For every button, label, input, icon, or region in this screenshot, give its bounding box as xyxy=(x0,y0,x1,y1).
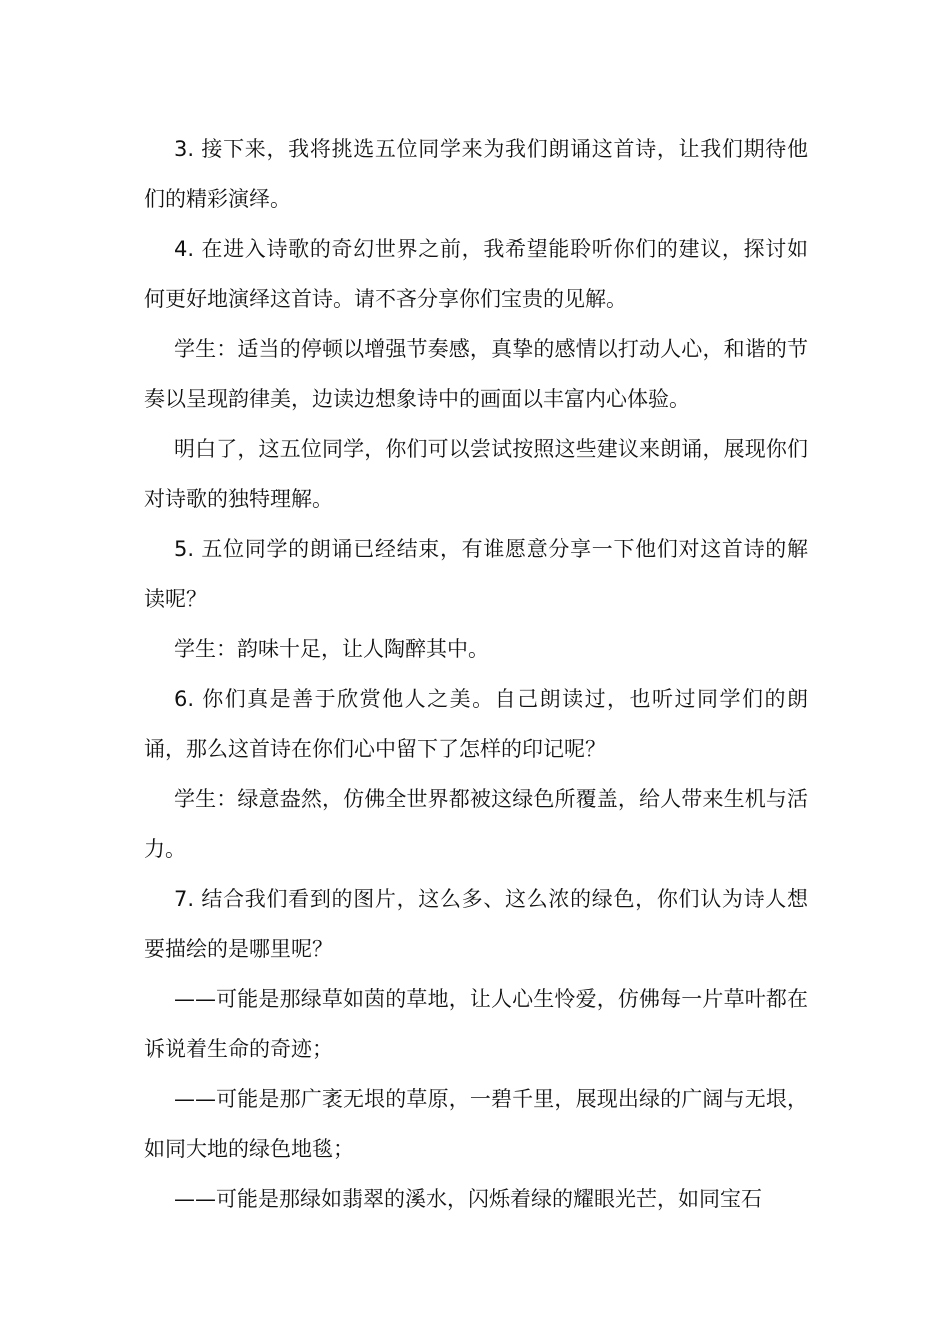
paragraph-teacher-response: 明白了，这五位同学，你们可以尝试按照这些建议来朗诵，展现你们对诗歌的独特理解。 xyxy=(144,437,808,511)
paragraph-possibility-grassland: ——可能是那绿草如茵的草地，让人心生怜爱，仿佛每一片草叶都在诉说着生命的奇迹； xyxy=(144,987,808,1061)
paragraph-student-answer-3: 学生：绿意盎然，仿佛全世界都被这绿色所覆盖，给人带来生机与活力。 xyxy=(144,787,808,861)
paragraph-possibility-prairie: ——可能是那广袤无垠的草原，一碧千里，展现出绿的广阔与无垠，如同大地的绿色地毯； xyxy=(144,1087,808,1161)
document-body xyxy=(144,124,808,1224)
paragraph-student-answer-1: 学生：适当的停顿以增强节奏感，真挚的感情以打动人心，和谐的节奏以呈现韵律美，边读边想象诗中的画面以丰富内心体验。 xyxy=(144,337,808,411)
paragraph-step-5: 5. 五位同学的朗诵已经结束，有谁愿意分享一下他们对这首诗的解读呢？ xyxy=(144,537,808,611)
paragraph-step-6: 6. 你们真是善于欣赏他人之美。自己朗读过，也听过同学们的朗诵，那么这首诗在你们心中留下了怎样的印记呢？ xyxy=(144,687,808,761)
paragraph-step-7: 7. 结合我们看到的图片，这么多、这么浓的绿色，你们认为诗人想要描绘的是哪里呢？ xyxy=(144,887,808,961)
paragraph-student-answer-2: 学生：韵味十足，让人陶醉其中。 xyxy=(174,637,489,661)
paragraph-possibility-stream: ——可能是那绿如翡翠的溪水，闪烁着绿的耀眼光芒，如同宝石 xyxy=(174,1187,762,1211)
paragraph-step-4: 4. 在进入诗歌的奇幻世界之前，我希望能聆听你们的建议，探讨如何更好地演绎这首诗。请不吝分享你们宝贵的见解。 xyxy=(144,237,808,311)
paragraph-step-3: 3. 接下来，我将挑选五位同学来为我们朗诵这首诗，让我们期待他们的精彩演绎。 xyxy=(144,137,808,211)
